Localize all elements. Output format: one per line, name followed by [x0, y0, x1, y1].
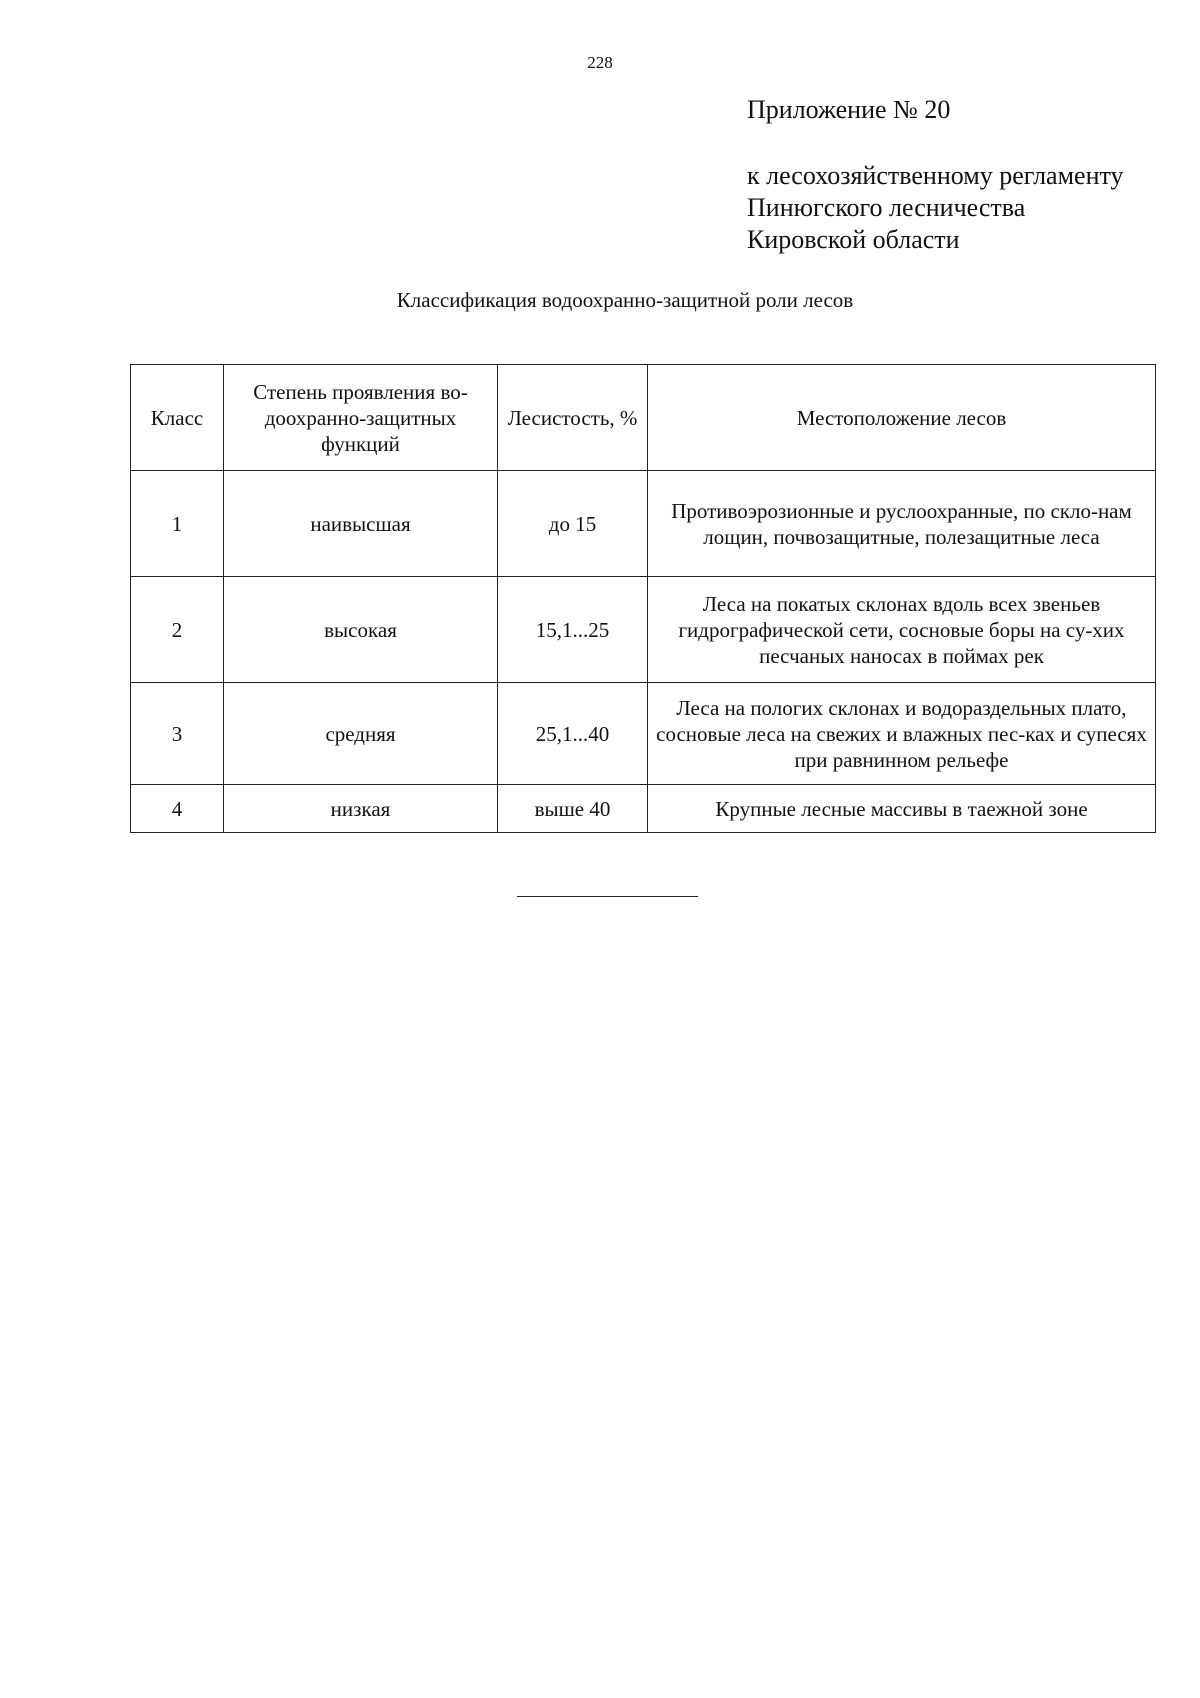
appendix-reference [747, 160, 1124, 256]
classification-table [130, 364, 1156, 833]
table-row [131, 471, 1156, 577]
cell-forest-cover: выше 40 [498, 785, 648, 833]
cell-location: Леса на пологих склонах и водораздельных плато, сосновые леса на свежих и влажных пес-ках и супесях при равнинном рельефе [648, 683, 1156, 785]
cell-forest-cover: до 15 [498, 471, 648, 577]
cell-location: Леса на покатых склонах вдоль всех звеньев гидрографической сети, сосновые боры на су-хих песчаных наносах в поймах рек [648, 577, 1156, 683]
cell-class: 4 [131, 785, 224, 833]
appendix-reference-line: к лесохозяйственному регламенту [747, 161, 1124, 190]
cell-class: 3 [131, 683, 224, 785]
table-row [131, 577, 1156, 683]
cell-location: Крупные лесные массивы в таежной зоне [648, 785, 1156, 833]
cell-degree: средняя [224, 683, 498, 785]
header-degree: Степень проявления во-доохранно-защитных функций [224, 365, 498, 471]
appendix-reference-line: Пинюгского лесничества [747, 193, 1026, 222]
page-number: 228 [587, 53, 613, 72]
table-row [131, 683, 1156, 785]
table-header-row [131, 365, 1156, 471]
cell-class: 1 [131, 471, 224, 577]
table-caption: Классификация водоохранно-защитной роли лесов [396, 288, 854, 312]
end-of-document-rule [517, 896, 698, 897]
cell-class: 2 [131, 577, 224, 683]
table-row [131, 785, 1156, 833]
cell-degree: высокая [224, 577, 498, 683]
cell-forest-cover: 25,1...40 [498, 683, 648, 785]
cell-location: Противоэрозионные и руслоохранные, по скло-нам лощин, почвозащитные, полезащитные леса [648, 471, 1156, 577]
header-class: Класс [131, 365, 224, 471]
cell-forest-cover: 15,1...25 [498, 577, 648, 683]
appendix-title: Приложение № 20 [747, 95, 951, 124]
header-forest-cover: Лесистость, % [498, 365, 648, 471]
header-location: Местоположение лесов [648, 365, 1156, 471]
appendix-reference-line: Кировской области [747, 225, 960, 254]
cell-degree: низкая [224, 785, 498, 833]
cell-degree: наивысшая [224, 471, 498, 577]
